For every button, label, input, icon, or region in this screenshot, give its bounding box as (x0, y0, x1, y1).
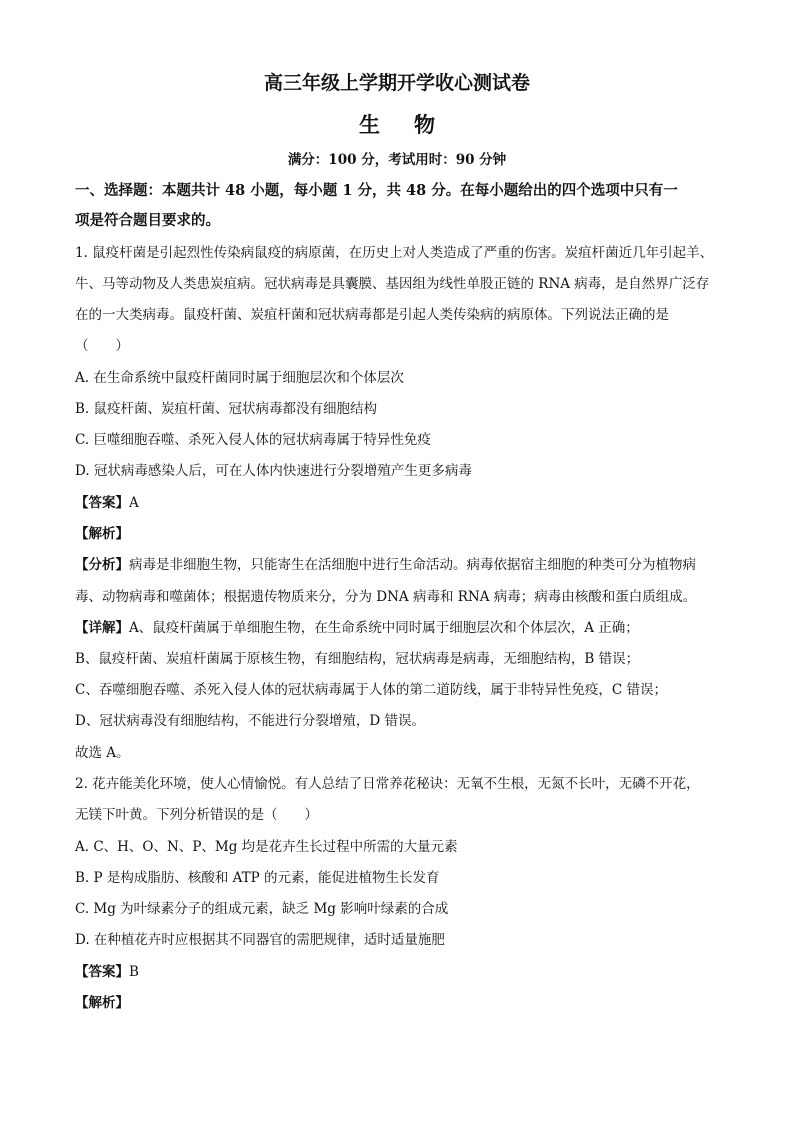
exam-title: 高三年级上学期开学收心测试卷 (263, 72, 530, 94)
answer-value: A (129, 495, 139, 511)
q1-analysis-heading (75, 524, 725, 544)
q2-option-a: A. C、H、O、N、P、Mg 均是花卉生长过程中所需的大量元素 (75, 839, 458, 855)
q2-answer (75, 962, 725, 982)
xiangjie-text: A、鼠疫杆菌属于单细胞生物，在生命系统中同时属于细胞层次和个体层次，A 正确； (129, 620, 639, 636)
q1-fenxi-line-2: 毒、动物病毒和噬菌体；根据遗传物质来分，分为 DNA 病毒和 RNA 病毒；病毒由核酸和蛋白质组成。 (75, 589, 697, 605)
q1-fenxi-line-1 (75, 555, 725, 575)
subject-char-1: 生 (359, 112, 380, 137)
q1-option-b: B. 鼠疫杆菌、炭疽杆菌、冠状病毒都没有细胞结构 (75, 401, 378, 417)
q2-stem-line-1: 2. 花卉能美化环境，使人心情愉悦。有人总结了日常养花秘诀：无氧不生根，无氮不长叶，无磷不开花， (75, 776, 700, 792)
q1-stem-line-1: 1. 鼠疫杆菌是引起烈性传染病鼠疫的病原菌，在历史上对人类造成了严重的伤害。炭疽杆菌近几年引起羊、 (75, 245, 714, 261)
xiangjie-tag: 【详解】 (75, 620, 129, 636)
q2-option-d: D. 在种植花卉时应根据其不同器官的需肥规律，适时适量施肥 (75, 932, 445, 948)
q2-stem-line-2: 无镁下叶黄。下列分析错误的是（ ） (75, 807, 318, 823)
fenxi-text: 病毒是非细胞生物，只能寄生在活细胞中进行生命活动。病毒依据宿主细胞的种类可分为植物病 (129, 557, 696, 573)
q1-conclusion: 故选 A。 (75, 745, 130, 761)
section-heading-line-2: 项是符合题目要求的。 (75, 212, 220, 229)
subject-title (0, 112, 794, 138)
q1-stem-line-3: 在的一大类病毒。鼠疫杆菌、炭疽杆菌和冠状病毒都是引起人类传染病的病原体。下列说法正确的是 (75, 307, 669, 323)
answer-tag: 【答案】 (75, 495, 129, 511)
q1-stem-line-4: （ ） (75, 338, 129, 354)
q1-xiangjie-line-1 (75, 618, 725, 638)
q2-option-c: C. Mg 为叶绿素分子的组成元素，缺乏 Mg 影响叶绿素的合成 (75, 901, 449, 917)
q1-stem-line-2: 牛、马等动物及人类患炭疽病。冠状病毒是具囊膜、基因组为线性单股正链的 RNA 病毒，是自然界广泛存 (75, 276, 710, 292)
q1-option-d: D. 冠状病毒感染人后，可在人体内快速进行分裂增殖产生更多病毒 (75, 463, 472, 479)
q1-xiangjie-line-3: C、吞噬细胞吞噬、杀死入侵人体的冠状病毒属于人体的第二道防线，属于非特异性免疫，C 错误； (75, 682, 667, 698)
analysis-tag: 【解析】 (75, 526, 129, 542)
answer-tag: 【答案】 (75, 964, 129, 980)
q1-xiangjie-line-2: B、鼠疫杆菌、炭疽杆菌属于原核生物，有细胞结构，冠状病毒是病毒，无细胞结构，B 错误； (75, 651, 640, 667)
fenxi-tag: 【分析】 (75, 557, 129, 573)
analysis-tag: 【解析】 (75, 995, 129, 1011)
score-info: 满分：100 分，考试用时：90 分钟 (287, 152, 507, 168)
q1-option-c: C. 巨噬细胞吞噬、杀死入侵人体的冠状病毒属于特异性免疫 (75, 432, 431, 448)
q1-option-a: A. 在生命系统中鼠疫杆菌同时属于细胞层次和个体层次 (75, 370, 404, 386)
section-heading-line-1: 一、选择题：本题共计 48 小题，每小题 1 分，共 48 分。在每小题给出的四个选项中只有一 (75, 182, 678, 199)
q1-xiangjie-line-4: D、冠状病毒没有细胞结构，不能进行分裂增殖，D 错误。 (75, 713, 425, 729)
answer-value: B (129, 964, 139, 980)
q1-answer (75, 493, 725, 513)
q2-analysis-heading (75, 993, 725, 1013)
q2-option-b: B. P 是构成脂肪、核酸和 ATP 的元素，能促进植物生长发育 (75, 870, 440, 886)
subject-char-2: 物 (414, 112, 435, 137)
